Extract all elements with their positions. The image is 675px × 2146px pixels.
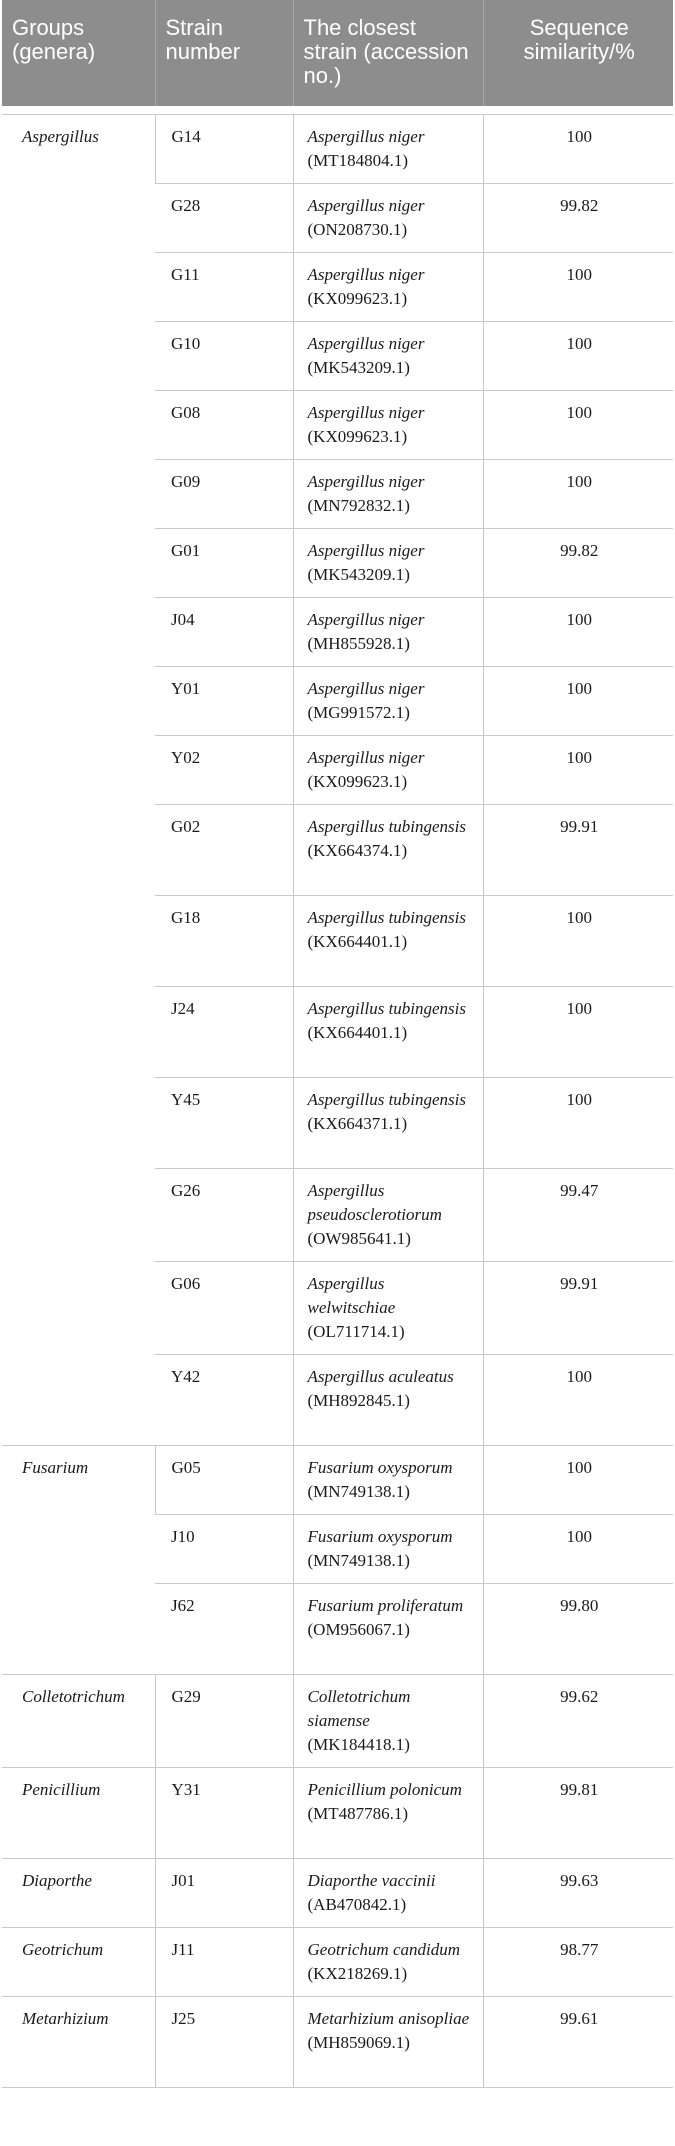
strain-number-cell: G11 bbox=[155, 252, 293, 321]
closest-strain-cell bbox=[293, 1767, 483, 1858]
header-strain-number: Strain number bbox=[155, 0, 293, 106]
accession-number: (MH859069.1) bbox=[307, 2032, 410, 2052]
strain-identification-table bbox=[2, 0, 673, 2088]
closest-strain-cell bbox=[293, 1445, 483, 1514]
accession-number: (KX099623.1) bbox=[307, 426, 408, 446]
closest-strain-cell bbox=[293, 528, 483, 597]
strain-number-cell: G10 bbox=[155, 321, 293, 390]
similarity-cell: 100 bbox=[483, 321, 673, 390]
species-name: Aspergillus niger bbox=[307, 609, 425, 629]
similarity-cell: 100 bbox=[483, 1077, 673, 1168]
closest-strain-cell bbox=[293, 804, 483, 895]
accession-number: (MN792832.1) bbox=[307, 495, 410, 515]
strain-number-cell: J04 bbox=[155, 597, 293, 666]
accession-number: (MT487786.1) bbox=[307, 1803, 409, 1823]
strain-number-cell: G28 bbox=[155, 183, 293, 252]
strain-number-cell: J10 bbox=[155, 1514, 293, 1583]
table-row bbox=[2, 114, 673, 183]
similarity-cell: 100 bbox=[483, 459, 673, 528]
strain-number-cell: J24 bbox=[155, 986, 293, 1077]
strain-number-cell: J62 bbox=[155, 1583, 293, 1674]
accession-number: (OW985641.1) bbox=[307, 1228, 411, 1248]
accession-number: (KX664401.1) bbox=[307, 1022, 408, 1042]
strain-number-cell: G14 bbox=[155, 114, 293, 183]
species-name: Aspergillus niger bbox=[307, 402, 425, 422]
header-spacer-row bbox=[2, 106, 673, 114]
similarity-cell: 99.62 bbox=[483, 1674, 673, 1767]
table-body bbox=[2, 106, 673, 2087]
species-name: Aspergillus niger bbox=[307, 678, 425, 698]
species-name: Aspergillus tubingensis bbox=[307, 998, 467, 1018]
species-name: Fusarium proliferatum bbox=[307, 1595, 464, 1615]
strain-number-cell: Y02 bbox=[155, 735, 293, 804]
table-header bbox=[2, 0, 673, 106]
accession-number: (MH892845.1) bbox=[307, 1390, 410, 1410]
closest-strain-cell bbox=[293, 1261, 483, 1354]
closest-strain-cell bbox=[293, 1077, 483, 1168]
similarity-cell: 100 bbox=[483, 666, 673, 735]
table-row bbox=[2, 1927, 673, 1996]
similarity-cell: 100 bbox=[483, 1354, 673, 1445]
accession-number: (OL711714.1) bbox=[307, 1321, 405, 1341]
similarity-cell: 99.82 bbox=[483, 528, 673, 597]
similarity-cell: 100 bbox=[483, 1514, 673, 1583]
closest-strain-cell bbox=[293, 597, 483, 666]
strain-number-cell: G26 bbox=[155, 1168, 293, 1261]
species-name: Colletotrichum siamense bbox=[307, 1686, 411, 1730]
closest-strain-cell bbox=[293, 114, 483, 183]
accession-number: (KX664401.1) bbox=[307, 931, 408, 951]
species-name: Aspergillus niger bbox=[307, 747, 425, 767]
group-genus-cell: Aspergillus bbox=[2, 114, 155, 1445]
strain-number-cell: J25 bbox=[155, 1996, 293, 2087]
species-name: Aspergillus aculeatus bbox=[307, 1366, 454, 1386]
accession-number: (OM956067.1) bbox=[307, 1619, 410, 1639]
table-container bbox=[2, 0, 673, 2088]
closest-strain-cell bbox=[293, 1514, 483, 1583]
strain-number-cell: Y45 bbox=[155, 1077, 293, 1168]
similarity-cell: 99.91 bbox=[483, 804, 673, 895]
similarity-cell: 100 bbox=[483, 1445, 673, 1514]
species-name: Aspergillus niger bbox=[307, 540, 425, 560]
table-row bbox=[2, 1767, 673, 1858]
species-name: Aspergillus niger bbox=[307, 126, 425, 146]
similarity-cell: 100 bbox=[483, 114, 673, 183]
similarity-cell: 99.63 bbox=[483, 1858, 673, 1927]
group-genus-cell: Metarhizium bbox=[2, 1996, 155, 2087]
similarity-cell: 99.81 bbox=[483, 1767, 673, 1858]
accession-number: (MG991572.1) bbox=[307, 702, 410, 722]
similarity-cell: 99.47 bbox=[483, 1168, 673, 1261]
closest-strain-cell bbox=[293, 666, 483, 735]
accession-number: (MN749138.1) bbox=[307, 1550, 410, 1570]
accession-number: (MK184418.1) bbox=[307, 1734, 410, 1754]
strain-number-cell: Y31 bbox=[155, 1767, 293, 1858]
strain-number-cell: J11 bbox=[155, 1927, 293, 1996]
closest-strain-cell bbox=[293, 1996, 483, 2087]
group-genus-cell: Fusarium bbox=[2, 1445, 155, 1674]
similarity-cell: 100 bbox=[483, 390, 673, 459]
strain-number-cell: Y42 bbox=[155, 1354, 293, 1445]
accession-number: (KX664374.1) bbox=[307, 840, 408, 860]
table-row bbox=[2, 1996, 673, 2087]
species-name: Aspergillus niger bbox=[307, 195, 425, 215]
closest-strain-cell bbox=[293, 390, 483, 459]
similarity-cell: 99.80 bbox=[483, 1583, 673, 1674]
table-row bbox=[2, 1674, 673, 1767]
group-genus-cell: Penicillium bbox=[2, 1767, 155, 1858]
table-row bbox=[2, 1858, 673, 1927]
species-name: Fusarium oxysporum bbox=[307, 1457, 453, 1477]
accession-number: (MH855928.1) bbox=[307, 633, 410, 653]
group-genus-cell: Colletotrichum bbox=[2, 1674, 155, 1767]
species-name: Aspergillus pseudosclerotiorum bbox=[307, 1180, 442, 1224]
accession-number: (KX664371.1) bbox=[307, 1113, 408, 1133]
closest-strain-cell bbox=[293, 1927, 483, 1996]
species-name: Aspergillus tubingensis bbox=[307, 816, 467, 836]
accession-number: (MK543209.1) bbox=[307, 357, 410, 377]
strain-number-cell: G08 bbox=[155, 390, 293, 459]
similarity-cell: 99.61 bbox=[483, 1996, 673, 2087]
closest-strain-cell bbox=[293, 459, 483, 528]
strain-number-cell: G29 bbox=[155, 1674, 293, 1767]
group-genus-cell: Diaporthe bbox=[2, 1858, 155, 1927]
header-closest-strain: The closest strain (accession no.) bbox=[293, 0, 483, 106]
closest-strain-cell bbox=[293, 735, 483, 804]
accession-number: (KX218269.1) bbox=[307, 1963, 408, 1983]
strain-number-cell: G01 bbox=[155, 528, 293, 597]
species-name: Metarhizium anisopliae bbox=[307, 2008, 470, 2028]
species-name: Diaporthe vaccinii bbox=[307, 1870, 436, 1890]
species-name: Aspergillus niger bbox=[307, 471, 425, 491]
header-sequence-similarity: Sequence similarity/% bbox=[483, 0, 673, 106]
species-name: Fusarium oxysporum bbox=[307, 1526, 453, 1546]
table-row bbox=[2, 1445, 673, 1514]
closest-strain-cell bbox=[293, 1858, 483, 1927]
closest-strain-cell bbox=[293, 183, 483, 252]
similarity-cell: 100 bbox=[483, 252, 673, 321]
strain-number-cell: G09 bbox=[155, 459, 293, 528]
species-name: Aspergillus tubingensis bbox=[307, 1089, 467, 1109]
species-name: Aspergillus welwitschiae bbox=[307, 1273, 396, 1317]
similarity-cell: 100 bbox=[483, 986, 673, 1077]
closest-strain-cell bbox=[293, 252, 483, 321]
group-genus-cell: Geotrichum bbox=[2, 1927, 155, 1996]
accession-number: (MT184804.1) bbox=[307, 150, 409, 170]
similarity-cell: 100 bbox=[483, 895, 673, 986]
closest-strain-cell bbox=[293, 986, 483, 1077]
closest-strain-cell bbox=[293, 895, 483, 986]
species-name: Penicillium polonicum bbox=[307, 1779, 462, 1799]
closest-strain-cell bbox=[293, 1168, 483, 1261]
strain-number-cell: J01 bbox=[155, 1858, 293, 1927]
species-name: Geotrichum candidum bbox=[307, 1939, 461, 1959]
strain-number-cell: G06 bbox=[155, 1261, 293, 1354]
closest-strain-cell bbox=[293, 1674, 483, 1767]
accession-number: (KX099623.1) bbox=[307, 288, 408, 308]
strain-number-cell: Y01 bbox=[155, 666, 293, 735]
accession-number: (MK543209.1) bbox=[307, 564, 410, 584]
accession-number: (KX099623.1) bbox=[307, 771, 408, 791]
strain-number-cell: G05 bbox=[155, 1445, 293, 1514]
similarity-cell: 100 bbox=[483, 735, 673, 804]
accession-number: (AB470842.1) bbox=[307, 1894, 407, 1914]
accession-number: (MN749138.1) bbox=[307, 1481, 410, 1501]
strain-number-cell: G18 bbox=[155, 895, 293, 986]
strain-number-cell: G02 bbox=[155, 804, 293, 895]
similarity-cell: 100 bbox=[483, 597, 673, 666]
closest-strain-cell bbox=[293, 1354, 483, 1445]
species-name: Aspergillus niger bbox=[307, 333, 425, 353]
closest-strain-cell bbox=[293, 321, 483, 390]
header-row bbox=[2, 0, 673, 106]
species-name: Aspergillus niger bbox=[307, 264, 425, 284]
similarity-cell: 99.82 bbox=[483, 183, 673, 252]
header-groups: Groups (genera) bbox=[2, 0, 155, 106]
closest-strain-cell bbox=[293, 1583, 483, 1674]
similarity-cell: 99.91 bbox=[483, 1261, 673, 1354]
species-name: Aspergillus tubingensis bbox=[307, 907, 467, 927]
accession-number: (ON208730.1) bbox=[307, 219, 408, 239]
similarity-cell: 98.77 bbox=[483, 1927, 673, 1996]
